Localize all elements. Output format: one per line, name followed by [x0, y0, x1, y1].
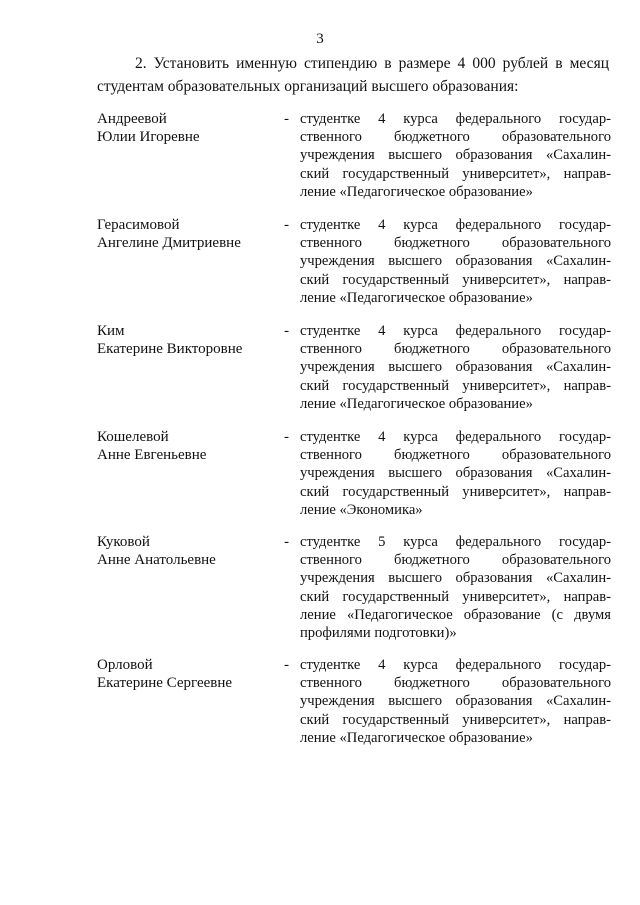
recipient-description [300, 656, 611, 747]
description-line: студентке 4 курса федерального государ- [300, 657, 611, 673]
recipient-given-names: Екатерине Сергеевне [97, 675, 233, 691]
recipient-name [97, 216, 282, 252]
description-line: студентке 5 курса федерального государ- [300, 534, 611, 550]
description-line: учреждения высшего образования «Сахалин- [300, 693, 611, 710]
recipient-surname: Орловой [97, 657, 153, 673]
recipient-name [97, 110, 282, 146]
recipient-given-names: Ангелине Дмитриевне [97, 235, 241, 251]
scholarship-entry [97, 656, 617, 796]
description-line: ление «Педагогическое образование» [300, 395, 533, 412]
recipient-name [97, 533, 282, 569]
scholarship-entry [97, 533, 617, 673]
recipient-surname: Ким [97, 323, 125, 339]
entry-dash: - [284, 217, 289, 233]
description-line: ский государственный университет», направ- [300, 483, 611, 500]
description-line: учреждения высшего образования «Сахалин- [300, 570, 611, 587]
entry-dash: - [284, 534, 289, 550]
entry-dash: - [284, 111, 289, 127]
intro-paragraph: 2. Установить именную стипендию в размере 4 000 рублей в месяц студентам образовательных организаций высшего образования: [97, 55, 609, 95]
description-line: ский государственный университет», направ- [300, 377, 611, 394]
description-line: ский государственный университет», направ- [300, 165, 611, 182]
description-line: учреждения высшего образования «Сахалин- [300, 465, 611, 482]
description-line: ственного бюджетного образовательного [300, 675, 611, 692]
entry-dash: - [284, 323, 289, 339]
recipient-given-names: Анне Анатольевне [97, 552, 216, 568]
recipient-name [97, 322, 282, 358]
description-line: ление «Педагогическое образование» [300, 729, 533, 746]
description-line: учреждения высшего образования «Сахалин- [300, 253, 611, 270]
recipient-surname: Куковой [97, 534, 150, 550]
description-line: ский государственный университет», направ- [300, 711, 611, 728]
page-number: 3 [316, 31, 324, 47]
description-line: ление «Педагогическое образование (с двумя [300, 606, 611, 623]
recipient-given-names: Анне Евгеньевне [97, 447, 207, 463]
recipient-description [300, 322, 611, 413]
description-line: ление «Педагогическое образование» [300, 183, 533, 200]
recipient-given-names: Екатерине Викторовне [97, 341, 243, 357]
description-line: студентке 4 курса федерального государ- [300, 111, 611, 127]
description-line: ственного бюджетного образовательного [300, 552, 611, 569]
description-line: ский государственный университет», направ- [300, 271, 611, 288]
description-line: ление «Экономика» [300, 501, 423, 518]
description-line: учреждения высшего образования «Сахалин- [300, 147, 611, 164]
entry-dash: - [284, 657, 289, 673]
description-line: учреждения высшего образования «Сахалин- [300, 359, 611, 376]
description-line: ственного бюджетного образовательного [300, 235, 611, 252]
recipient-surname: Герасимовой [97, 217, 180, 233]
description-line: студентке 4 курса федерального государ- [300, 429, 611, 445]
description-line: студентке 4 курса федерального государ- [300, 217, 611, 233]
description-line: студентке 4 курса федерального государ- [300, 323, 611, 339]
description-line: ский государственный университет», направ- [300, 588, 611, 605]
recipient-name [97, 656, 282, 692]
description-line: ственного бюджетного образовательного [300, 341, 611, 358]
description-line: профилями подготовки)» [300, 625, 457, 642]
recipient-surname: Андреевой [97, 111, 167, 127]
recipient-description [300, 110, 611, 201]
recipient-description [300, 216, 611, 307]
description-line: ственного бюджетного образовательного [300, 129, 611, 146]
recipient-given-names: Юлии Игоревне [97, 129, 200, 145]
recipient-description [300, 533, 611, 642]
recipient-name [97, 428, 282, 464]
description-line: ление «Педагогическое образование» [300, 289, 533, 306]
entry-dash: - [284, 429, 289, 445]
recipient-description [300, 428, 611, 519]
description-line: ственного бюджетного образовательного [300, 447, 611, 464]
recipient-surname: Кошелевой [97, 429, 169, 445]
